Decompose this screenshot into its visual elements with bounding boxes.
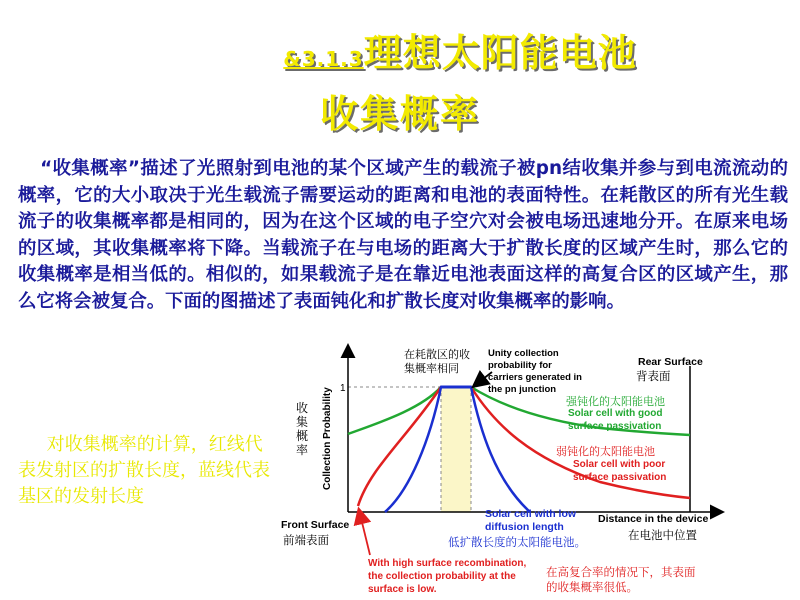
poor-passivation-label-1: Solar cell with poor [573, 459, 666, 470]
poor-passivation-label-2: surface passivation [573, 472, 667, 483]
junction-region [441, 387, 471, 512]
good-passivation-label-cn: 强钝化的太阳能电池 [566, 395, 665, 408]
y-axis-label-cn-2: 集 [296, 415, 309, 429]
low-diffusion-label-1: Solar cell with low [485, 508, 577, 520]
unity-label-1: Unity collection [488, 348, 559, 359]
front-surface-label-cn: 前端表面 [283, 533, 329, 547]
rear-surface-label: Rear Surface [638, 356, 703, 368]
recombination-label-3: surface is low. [368, 584, 437, 595]
title-main: 理想太阳能电池 [363, 31, 637, 75]
recombination-arrow [359, 510, 370, 555]
low-diffusion-label-2: diffusion length [485, 521, 564, 533]
front-surface-label: Front Surface [281, 519, 350, 531]
body-paragraph: “收集概率”描述了光照射到电池的某个区域产生的载流子被pn结收集并参与到电流流动的概率，它的大小取决于光生载流子需要运动的距离和电池的表面特性。在耗散区的所有光生载流子的收集概率都是相同的，因为在这个区域的电子空穴对会被电场迅速地分开。在原来电场的区域，其收集概率将下降。当载流子在与电场的距离大于扩散长度的区域产生时，那么它的收集概率是相当低的。相似的，如果载流子是在靠近电池表面这样的高复合区的区域产生，那么它将会被复合。下面的图描述了表面钝化和扩散长度对收集概率的影响。 [18, 158, 788, 312]
good-passivation-label-1: Solar cell with good [568, 408, 663, 419]
side-note: 对收集概率的计算，红线代表发射区的扩散长度，蓝线代表基区的发射长度 [18, 434, 270, 507]
page-subtitle: 收集概率 [319, 92, 480, 136]
recombination-label-2: the collection probability at the [368, 571, 516, 582]
unity-label-cn-1: 在耗散区的收 [404, 348, 470, 361]
y-tick-one: 1 [340, 383, 346, 394]
good-passivation-label-2: surface passivation [568, 421, 662, 432]
section-number: &3.1.3 [283, 47, 364, 71]
y-axis-label-cn-3: 概 [296, 429, 309, 443]
x-axis-label-cn: 在电池中位置 [628, 528, 697, 542]
poor-passivation-label-cn: 弱钝化的太阳能电池 [556, 445, 655, 458]
unity-label-4: the pn junction [488, 384, 557, 395]
recombination-label-cn-1: 在高复合率的情况下，其表面 [546, 565, 696, 579]
unity-label-3: carriers generated in [488, 372, 582, 383]
rear-surface-label-cn: 背表面 [636, 369, 671, 383]
unity-label-2: probability for [488, 360, 552, 371]
y-axis-label: Collection Probability [322, 387, 333, 490]
x-axis-label: Distance in the device [598, 513, 709, 525]
y-axis-label-cn-4: 率 [296, 443, 309, 457]
recombination-label-cn-2: 的收集概率很低。 [546, 580, 638, 594]
low-diffusion-label-cn: 低扩散长度的太阳能电池。 [448, 535, 586, 549]
y-axis-label-cn-1: 收 [296, 401, 309, 415]
recombination-label-1: With high surface recombination, [368, 558, 527, 569]
unity-label-cn-2: 集概率相同 [404, 362, 459, 375]
